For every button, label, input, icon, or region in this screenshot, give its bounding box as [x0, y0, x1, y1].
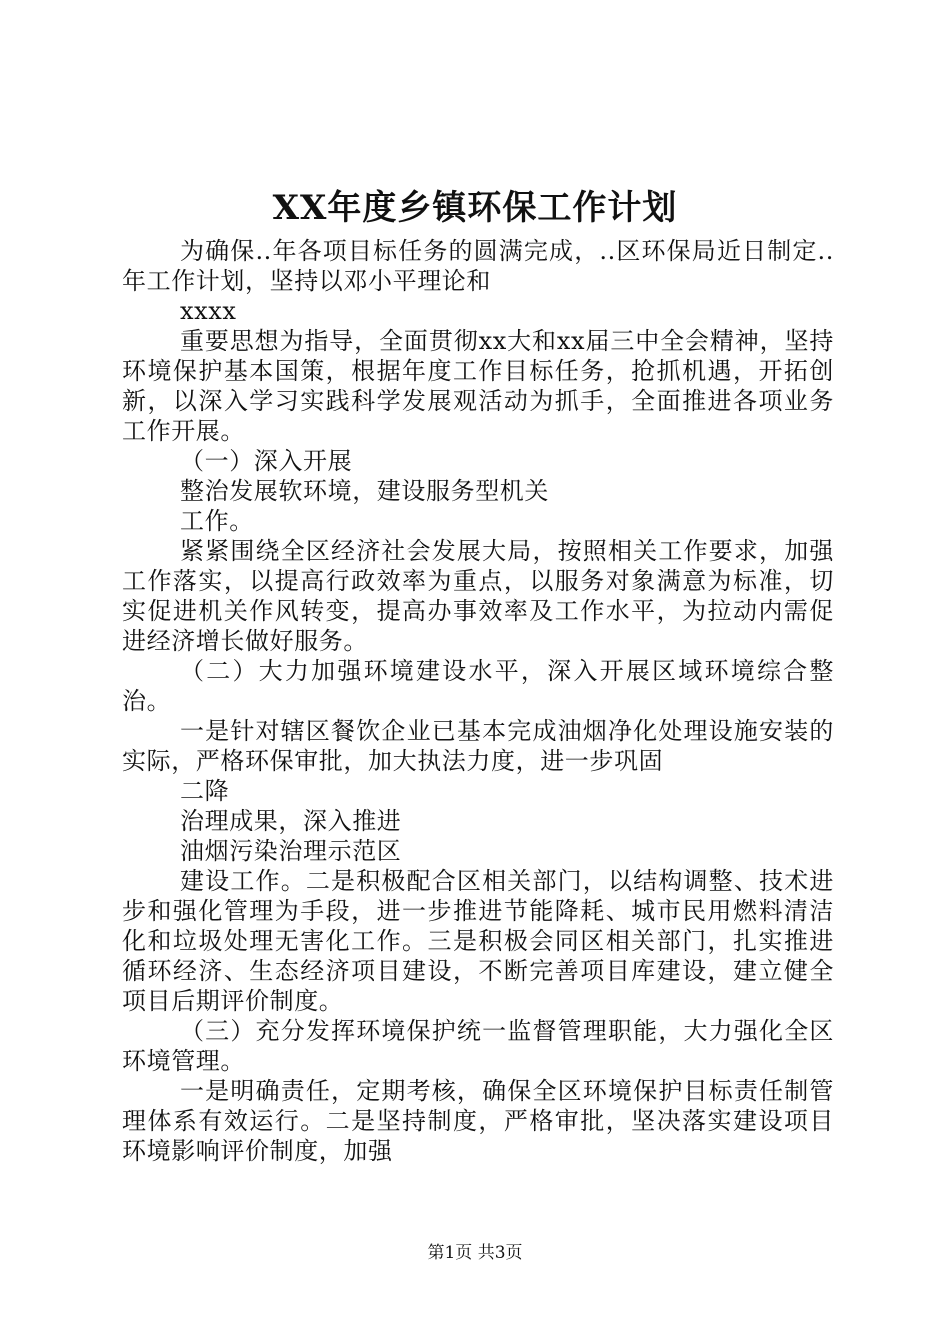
paragraph-fragment: 二降: [180, 777, 230, 805]
document-body: [122, 236, 834, 1166]
document-title: XX年度乡镇环保工作计划: [272, 188, 678, 228]
paragraph-fragment: 治理成果，深入推进: [180, 807, 402, 835]
paragraph-section-2-continued: 建设工作。二是积极配合区相关部门，以结构调整、技术进步和强化管理为手段，进一步推进节能降耗、城市民用燃料清洁化和垃圾处理无害化工作。三是积极会同区相关部门，扎实推进循环经济、生态经济项目建设，不断完善项目库建设，建立健全项目后期评价制度。: [122, 867, 834, 1015]
paragraph-fragment: 油烟污染治理示范区: [180, 837, 402, 865]
section-heading-1: （一）深入开展: [180, 447, 353, 475]
paragraph-section-2-body: 一是针对辖区餐饮企业已基本完成油烟净化处理设施安装的实际，严格环保审批，加大执法力度，进一步巩固: [122, 717, 834, 775]
paragraph-intro: 为确保..年各项目标任务的圆满完成，..区环保局近日制定..年工作计划，坚持以邓小平理论和: [122, 237, 834, 295]
page-number-footer: 第1页 共3页: [427, 1243, 523, 1263]
paragraph-fragment: 整治发展软环境，建设服务型机关: [180, 477, 549, 505]
paragraph-section-3-body: 一是明确责任，定期考核，确保全区环境保护目标责任制管理体系有效运行。二是坚持制度，严格审批，坚决落实建设项目环境影响评价制度，加强: [122, 1077, 834, 1165]
section-heading-2: （二）大力加强环境建设水平，深入开展区域环境综合整治。: [122, 657, 834, 715]
paragraph-guiding-thought: 重要思想为指导，全面贯彻xx大和xx届三中全会精神，坚持环境保护基本国策，根据年度工作目标任务，抢抓机遇，开拓创新，以深入学习实践科学发展观活动为抓手，全面推进各项业务工作开展。: [122, 327, 834, 445]
paragraph-section-1-body: 紧紧围绕全区经济社会发展大局，按照相关工作要求，加强工作落实，以提高行政效率为重点，以服务对象满意为标准，切实促进机关作风转变，提高办事效率及工作水平，为拉动内需促进经济增长做好服务。: [122, 537, 834, 655]
section-heading-3: （三）充分发挥环境保护统一监督管理职能，大力强化全区环境管理。: [122, 1017, 834, 1075]
paragraph-fragment: 工作。: [180, 507, 254, 535]
paragraph-placeholder: xxxx: [180, 297, 237, 325]
